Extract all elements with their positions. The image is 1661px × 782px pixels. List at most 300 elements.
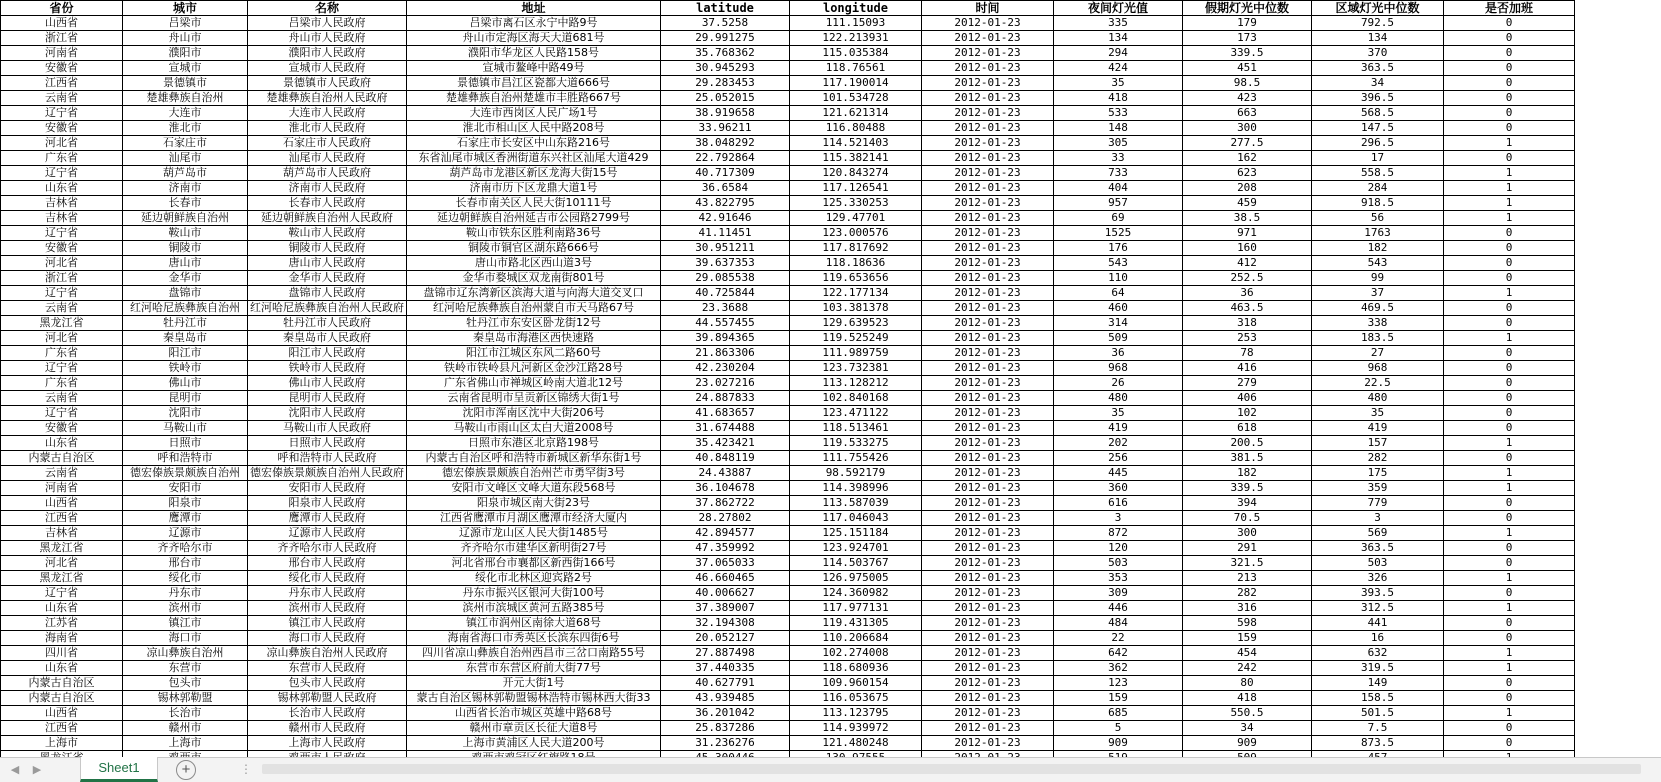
cell[interactable]: 38.919658 xyxy=(661,106,790,121)
cell[interactable]: 广东省 xyxy=(1,376,123,391)
cell[interactable]: 金华市婺城区双龙南街801号 xyxy=(407,271,661,286)
cell[interactable]: 480 xyxy=(1312,391,1444,406)
cell[interactable]: 123.732381 xyxy=(790,361,922,376)
cell[interactable]: 0 xyxy=(1444,616,1575,631)
cell[interactable]: 360 xyxy=(1054,481,1183,496)
cell[interactable]: 616 xyxy=(1054,496,1183,511)
cell[interactable]: 126.975005 xyxy=(790,571,922,586)
cell[interactable]: 葫芦岛市龙港区新区龙海大街15号 xyxy=(407,166,661,181)
cell[interactable]: 黑龙江省 xyxy=(1,541,123,556)
cell[interactable]: 80 xyxy=(1183,676,1312,691)
cell[interactable]: 175 xyxy=(1312,466,1444,481)
cell[interactable]: 182 xyxy=(1312,241,1444,256)
cell[interactable]: 金华市人民政府 xyxy=(248,271,407,286)
cell[interactable]: 2012-01-23 xyxy=(922,256,1054,271)
cell[interactable]: 359 xyxy=(1312,481,1444,496)
cell[interactable]: 23.3688 xyxy=(661,301,790,316)
cell[interactable]: 辽宁省 xyxy=(1,106,123,121)
cell[interactable]: 0 xyxy=(1444,586,1575,601)
cell[interactable]: 丹东市振兴区银河大街100号 xyxy=(407,586,661,601)
cell[interactable]: 0 xyxy=(1444,361,1575,376)
cell[interactable]: 河北省邢台市襄都区新西街166号 xyxy=(407,556,661,571)
cell[interactable]: 延边朝鲜族自治州 xyxy=(123,211,248,226)
cell[interactable]: 山东省 xyxy=(1,181,123,196)
cell[interactable]: 37 xyxy=(1312,286,1444,301)
cell[interactable]: 0 xyxy=(1444,736,1575,751)
cell[interactable]: 147.5 xyxy=(1312,121,1444,136)
cell[interactable]: 海口市 xyxy=(123,631,248,646)
cell[interactable]: 117.977131 xyxy=(790,601,922,616)
cell[interactable]: 长治市 xyxy=(123,706,248,721)
cell[interactable]: 盘锦市 xyxy=(123,286,248,301)
cell[interactable]: 176 xyxy=(1054,241,1183,256)
cell[interactable]: 赣州市人民政府 xyxy=(248,721,407,736)
cell[interactable]: 石家庄市 xyxy=(123,136,248,151)
cell[interactable]: 632 xyxy=(1312,646,1444,661)
cell[interactable]: 122.213931 xyxy=(790,31,922,46)
cell[interactable]: 2012-01-23 xyxy=(922,496,1054,511)
cell[interactable]: 35 xyxy=(1312,406,1444,421)
cell[interactable]: 铜陵市 xyxy=(123,241,248,256)
cell[interactable]: 3 xyxy=(1312,511,1444,526)
cell[interactable]: 马鞍山市雨山区太白大道2008号 xyxy=(407,421,661,436)
cell[interactable]: 鹰潭市人民政府 xyxy=(248,511,407,526)
cell[interactable]: 121.621314 xyxy=(790,106,922,121)
cell[interactable]: 景德镇市 xyxy=(123,76,248,91)
cell[interactable]: 2012-01-23 xyxy=(922,466,1054,481)
cell[interactable]: 延边朝鲜族自治州人民政府 xyxy=(248,211,407,226)
cell[interactable]: 109.960154 xyxy=(790,676,922,691)
cell[interactable]: 957 xyxy=(1054,196,1183,211)
cell[interactable]: 363.5 xyxy=(1312,61,1444,76)
cell[interactable]: 吕梁市人民政府 xyxy=(248,16,407,31)
cell[interactable]: 2012-01-23 xyxy=(922,511,1054,526)
cell[interactable]: 173 xyxy=(1183,31,1312,46)
cell[interactable]: 43.822795 xyxy=(661,196,790,211)
cell[interactable]: 阳泉市人民政府 xyxy=(248,496,407,511)
cell[interactable]: 22 xyxy=(1054,631,1183,646)
cell[interactable]: 安阳市人民政府 xyxy=(248,481,407,496)
cell[interactable]: 宣城市鳌峰中路49号 xyxy=(407,61,661,76)
cell[interactable]: 111.15093 xyxy=(790,16,922,31)
cell[interactable]: 111.989759 xyxy=(790,346,922,361)
cell[interactable]: 鞍山市铁东区胜利南路36号 xyxy=(407,226,661,241)
cell[interactable]: 318 xyxy=(1183,316,1312,331)
cell[interactable]: 294 xyxy=(1054,46,1183,61)
cell[interactable]: 26 xyxy=(1054,376,1183,391)
cell[interactable]: 424 xyxy=(1054,61,1183,76)
cell[interactable]: 2012-01-23 xyxy=(922,16,1054,31)
cell[interactable]: 338 xyxy=(1312,316,1444,331)
cell[interactable]: 41.11451 xyxy=(661,226,790,241)
sheet-tab-sheet1[interactable]: Sheet1 xyxy=(80,757,158,782)
cell[interactable]: 云南省 xyxy=(1,301,123,316)
cell[interactable]: 501.5 xyxy=(1312,706,1444,721)
cell[interactable]: 125.330253 xyxy=(790,196,922,211)
cell[interactable]: 968 xyxy=(1054,361,1183,376)
cell[interactable]: 113.123795 xyxy=(790,706,922,721)
horizontal-scrollbar[interactable] xyxy=(262,764,1641,774)
cell[interactable]: 东营市人民政府 xyxy=(248,661,407,676)
cell[interactable]: 2012-01-23 xyxy=(922,616,1054,631)
cell[interactable]: 1 xyxy=(1444,196,1575,211)
cell[interactable]: 日照市东港区北京路198号 xyxy=(407,436,661,451)
cell[interactable]: 辽宁省 xyxy=(1,226,123,241)
cell[interactable]: 山东省 xyxy=(1,661,123,676)
cell[interactable]: 296.5 xyxy=(1312,136,1444,151)
cell[interactable]: 德宏傣族景颇族自治州芒市勇罕街3号 xyxy=(407,466,661,481)
cell[interactable]: 2012-01-23 xyxy=(922,436,1054,451)
add-sheet-icon[interactable]: + xyxy=(176,760,196,780)
cell[interactable]: 山西省 xyxy=(1,496,123,511)
cell[interactable]: 0 xyxy=(1444,46,1575,61)
cell[interactable]: 四川省 xyxy=(1,646,123,661)
cell[interactable]: 0 xyxy=(1444,301,1575,316)
cell[interactable]: 34 xyxy=(1312,76,1444,91)
cell[interactable]: 119.431305 xyxy=(790,616,922,631)
cell[interactable]: 37.065033 xyxy=(661,556,790,571)
cell[interactable]: 111.755426 xyxy=(790,451,922,466)
cell[interactable]: 辽宁省 xyxy=(1,406,123,421)
cell[interactable]: 1 xyxy=(1444,211,1575,226)
cell[interactable]: 121.480248 xyxy=(790,736,922,751)
cell[interactable]: 321.5 xyxy=(1183,556,1312,571)
cell[interactable]: 河南省 xyxy=(1,481,123,496)
cell[interactable]: 0 xyxy=(1444,691,1575,706)
cell[interactable]: 山西省 xyxy=(1,706,123,721)
cell[interactable]: 0 xyxy=(1444,151,1575,166)
cell[interactable]: 103.381378 xyxy=(790,301,922,316)
cell[interactable]: 0 xyxy=(1444,271,1575,286)
cell[interactable]: 葫芦岛市人民政府 xyxy=(248,166,407,181)
cell[interactable]: 江西省 xyxy=(1,511,123,526)
cell[interactable]: 河南省 xyxy=(1,46,123,61)
cell[interactable]: 40.006627 xyxy=(661,586,790,601)
cell[interactable]: 25.052015 xyxy=(661,91,790,106)
cell[interactable]: 623 xyxy=(1183,166,1312,181)
cell[interactable]: 98.5 xyxy=(1183,76,1312,91)
cell[interactable]: 0 xyxy=(1444,106,1575,121)
cell[interactable]: 齐齐哈尔市人民政府 xyxy=(248,541,407,556)
cell[interactable]: 208 xyxy=(1183,181,1312,196)
cell[interactable]: 102.840168 xyxy=(790,391,922,406)
cell[interactable]: 1525 xyxy=(1054,226,1183,241)
cell[interactable]: 德宏傣族景颇族自治州人民政府 xyxy=(248,466,407,481)
cell[interactable]: 2012-01-23 xyxy=(922,691,1054,706)
cell[interactable]: 辽宁省 xyxy=(1,286,123,301)
cell[interactable]: 98.592179 xyxy=(790,466,922,481)
cell[interactable]: 38.048292 xyxy=(661,136,790,151)
cell[interactable]: 镇江市 xyxy=(123,616,248,631)
cell[interactable]: 114.939972 xyxy=(790,721,922,736)
cell[interactable]: 33.96211 xyxy=(661,121,790,136)
cell[interactable]: 0 xyxy=(1444,61,1575,76)
cell[interactable]: 114.521403 xyxy=(790,136,922,151)
cell[interactable]: 2012-01-23 xyxy=(922,481,1054,496)
cell[interactable]: 2012-01-23 xyxy=(922,451,1054,466)
cell[interactable]: 118.18636 xyxy=(790,256,922,271)
cell[interactable]: 1 xyxy=(1444,646,1575,661)
column-header[interactable]: 城市 xyxy=(123,1,248,16)
cell[interactable]: 海口市人民政府 xyxy=(248,631,407,646)
cell[interactable]: 119.653656 xyxy=(790,271,922,286)
cell[interactable]: 469.5 xyxy=(1312,301,1444,316)
cell[interactable]: 17 xyxy=(1312,151,1444,166)
cell[interactable]: 铜陵市人民政府 xyxy=(248,241,407,256)
cell[interactable]: 铜陵市铜官区湖东路666号 xyxy=(407,241,661,256)
cell[interactable]: 2012-01-23 xyxy=(922,91,1054,106)
cell[interactable]: 543 xyxy=(1312,256,1444,271)
cell[interactable]: 呼和浩特市 xyxy=(123,451,248,466)
cell[interactable]: 0 xyxy=(1444,721,1575,736)
cell[interactable]: 濮阳市 xyxy=(123,46,248,61)
cell[interactable]: 160 xyxy=(1183,241,1312,256)
cell[interactable]: 2012-01-23 xyxy=(922,301,1054,316)
cell[interactable]: 779 xyxy=(1312,496,1444,511)
cell[interactable]: 铁岭市 xyxy=(123,361,248,376)
cell[interactable]: 35.423421 xyxy=(661,436,790,451)
cell[interactable]: 2012-01-23 xyxy=(922,316,1054,331)
cell[interactable]: 31.236276 xyxy=(661,736,790,751)
cell[interactable]: 363.5 xyxy=(1312,541,1444,556)
cell[interactable]: 37.389007 xyxy=(661,601,790,616)
cell[interactable]: 335 xyxy=(1054,16,1183,31)
cell[interactable]: 江苏省 xyxy=(1,616,123,631)
cell[interactable]: 242 xyxy=(1183,661,1312,676)
cell[interactable]: 楚雄彝族自治州人民政府 xyxy=(248,91,407,106)
cell[interactable]: 46.660465 xyxy=(661,571,790,586)
cell[interactable]: 2012-01-23 xyxy=(922,346,1054,361)
cell[interactable]: 213 xyxy=(1183,571,1312,586)
cell[interactable]: 宣城市 xyxy=(123,61,248,76)
cell[interactable]: 齐齐哈尔市 xyxy=(123,541,248,556)
cell[interactable]: 27.887498 xyxy=(661,646,790,661)
cell[interactable]: 阳泉市城区南大街23号 xyxy=(407,496,661,511)
cell[interactable]: 484 xyxy=(1054,616,1183,631)
cell[interactable]: 江西省 xyxy=(1,721,123,736)
column-header[interactable]: 名称 xyxy=(248,1,407,16)
cell[interactable]: 1 xyxy=(1444,136,1575,151)
cell[interactable]: 543 xyxy=(1054,256,1183,271)
cell[interactable]: 533 xyxy=(1054,106,1183,121)
cell[interactable]: 济南市人民政府 xyxy=(248,181,407,196)
cell[interactable]: 长春市南关区人民大街10111号 xyxy=(407,196,661,211)
cell[interactable]: 202 xyxy=(1054,436,1183,451)
cell[interactable]: 内蒙古自治区呼和浩特市新城区新华东街1号 xyxy=(407,451,661,466)
cell[interactable]: 370 xyxy=(1312,46,1444,61)
cell[interactable]: 406 xyxy=(1183,391,1312,406)
cell[interactable]: 42.894577 xyxy=(661,526,790,541)
cell[interactable]: 淮北市 xyxy=(123,121,248,136)
cell[interactable]: 1 xyxy=(1444,466,1575,481)
cell[interactable]: 上海市 xyxy=(123,736,248,751)
cell[interactable]: 2012-01-23 xyxy=(922,526,1054,541)
column-header[interactable]: 地址 xyxy=(407,1,661,16)
cell[interactable]: 东省汕尾市城区香洲街道东兴社区汕尾大道429 xyxy=(407,151,661,166)
cell[interactable]: 2012-01-23 xyxy=(922,136,1054,151)
cell[interactable]: 汕尾市 xyxy=(123,151,248,166)
cell[interactable]: 148 xyxy=(1054,121,1183,136)
cell[interactable]: 德宏傣族景颇族自治州 xyxy=(123,466,248,481)
cell[interactable]: 253 xyxy=(1183,331,1312,346)
cell[interactable]: 393.5 xyxy=(1312,586,1444,601)
cell[interactable]: 楚雄彝族自治州 xyxy=(123,91,248,106)
cell[interactable]: 56 xyxy=(1312,211,1444,226)
cell[interactable]: 镇江市润州区南徐大道68号 xyxy=(407,616,661,631)
cell[interactable]: 吉林省 xyxy=(1,526,123,541)
cell[interactable]: 418 xyxy=(1054,91,1183,106)
cell[interactable]: 绥化市人民政府 xyxy=(248,571,407,586)
cell[interactable]: 江西省 xyxy=(1,76,123,91)
cell[interactable]: 滨州市滨城区黄河五路385号 xyxy=(407,601,661,616)
cell[interactable]: 浙江省 xyxy=(1,31,123,46)
cell[interactable]: 179 xyxy=(1183,16,1312,31)
cell[interactable]: 120 xyxy=(1054,541,1183,556)
cell[interactable]: 秦皇岛市人民政府 xyxy=(248,331,407,346)
cell[interactable]: 云南省昆明市呈贡新区锦绣大街1号 xyxy=(407,391,661,406)
cell[interactable]: 158.5 xyxy=(1312,691,1444,706)
cell[interactable]: 滨州市人民政府 xyxy=(248,601,407,616)
cell[interactable]: 阳江市人民政府 xyxy=(248,346,407,361)
cell[interactable]: 119.525249 xyxy=(790,331,922,346)
cell[interactable]: 邢台市人民政府 xyxy=(248,556,407,571)
cell[interactable]: 30.945293 xyxy=(661,61,790,76)
cell[interactable]: 0 xyxy=(1444,421,1575,436)
cell[interactable]: 70.5 xyxy=(1183,511,1312,526)
cell[interactable]: 69 xyxy=(1054,211,1183,226)
cell[interactable]: 绥化市北林区迎宾路2号 xyxy=(407,571,661,586)
cell[interactable]: 445 xyxy=(1054,466,1183,481)
cell[interactable]: 459 xyxy=(1183,196,1312,211)
cell[interactable]: 2012-01-23 xyxy=(922,721,1054,736)
cell[interactable]: 2012-01-23 xyxy=(922,106,1054,121)
cell[interactable]: 1 xyxy=(1444,571,1575,586)
cell[interactable]: 37.5258 xyxy=(661,16,790,31)
cell[interactable]: 37.440335 xyxy=(661,661,790,676)
cell[interactable]: 27 xyxy=(1312,346,1444,361)
cell[interactable]: 339.5 xyxy=(1183,481,1312,496)
cell[interactable]: 36.6584 xyxy=(661,181,790,196)
cell[interactable]: 0 xyxy=(1444,631,1575,646)
cell[interactable]: 牡丹江市人民政府 xyxy=(248,316,407,331)
cell[interactable]: 115.035384 xyxy=(790,46,922,61)
cell[interactable]: 339.5 xyxy=(1183,46,1312,61)
cell[interactable]: 河北省 xyxy=(1,136,123,151)
cell[interactable]: 47.359992 xyxy=(661,541,790,556)
cell[interactable]: 辽宁省 xyxy=(1,166,123,181)
cell[interactable]: 黑龙江省 xyxy=(1,316,123,331)
cell[interactable]: 石家庄市人民政府 xyxy=(248,136,407,151)
cell[interactable]: 0 xyxy=(1444,496,1575,511)
cell[interactable]: 118.513461 xyxy=(790,421,922,436)
cell[interactable]: 济南市历下区龙鼎大道1号 xyxy=(407,181,661,196)
cell[interactable]: 41.683657 xyxy=(661,406,790,421)
cell[interactable]: 日照市 xyxy=(123,436,248,451)
cell[interactable]: 大连市 xyxy=(123,106,248,121)
cell[interactable]: 394 xyxy=(1183,496,1312,511)
column-header[interactable]: 是否加班 xyxy=(1444,1,1575,16)
cell[interactable]: 河北省 xyxy=(1,256,123,271)
cell[interactable]: 24.887833 xyxy=(661,391,790,406)
cell[interactable]: 40.725844 xyxy=(661,286,790,301)
cell[interactable]: 125.151184 xyxy=(790,526,922,541)
cell[interactable]: 110 xyxy=(1054,271,1183,286)
cell[interactable]: 2012-01-23 xyxy=(922,631,1054,646)
cell[interactable]: 120.843274 xyxy=(790,166,922,181)
cell[interactable]: 大连市人民政府 xyxy=(248,106,407,121)
cell[interactable]: 舟山市定海区海天大道681号 xyxy=(407,31,661,46)
cell[interactable]: 20.052127 xyxy=(661,631,790,646)
cell[interactable]: 开元大街1号 xyxy=(407,676,661,691)
cell[interactable]: 0 xyxy=(1444,226,1575,241)
cell[interactable]: 云南省 xyxy=(1,91,123,106)
cell[interactable]: 39.894365 xyxy=(661,331,790,346)
cell[interactable]: 楚雄彝族自治州楚雄市丰胜路667号 xyxy=(407,91,661,106)
cell[interactable]: 2012-01-23 xyxy=(922,271,1054,286)
cell[interactable]: 252.5 xyxy=(1183,271,1312,286)
cell[interactable]: 0 xyxy=(1444,406,1575,421)
cell[interactable]: 2012-01-23 xyxy=(922,376,1054,391)
cell[interactable]: 2012-01-23 xyxy=(922,646,1054,661)
cell[interactable]: 2012-01-23 xyxy=(922,676,1054,691)
cell[interactable]: 牡丹江市东安区卧龙街12号 xyxy=(407,316,661,331)
cell[interactable]: 618 xyxy=(1183,421,1312,436)
column-header[interactable]: latitude xyxy=(661,1,790,16)
cell[interactable]: 873.5 xyxy=(1312,736,1444,751)
cell[interactable]: 石家庄市长安区中山东路216号 xyxy=(407,136,661,151)
cell[interactable]: 509 xyxy=(1054,331,1183,346)
cell[interactable]: 包头市 xyxy=(123,676,248,691)
cell[interactable]: 0 xyxy=(1444,541,1575,556)
cell[interactable]: 上海市人民政府 xyxy=(248,736,407,751)
cell[interactable]: 36.201042 xyxy=(661,706,790,721)
column-header[interactable]: longitude xyxy=(790,1,922,16)
cell[interactable]: 2012-01-23 xyxy=(922,46,1054,61)
cell[interactable]: 22.792864 xyxy=(661,151,790,166)
cell[interactable]: 418 xyxy=(1183,691,1312,706)
cell[interactable]: 1 xyxy=(1444,331,1575,346)
cell[interactable]: 赣州市章贡区长征大道8号 xyxy=(407,721,661,736)
cell[interactable]: 2012-01-23 xyxy=(922,331,1054,346)
cell[interactable]: 381.5 xyxy=(1183,451,1312,466)
cell[interactable]: 117.126541 xyxy=(790,181,922,196)
cell[interactable]: 119.533275 xyxy=(790,436,922,451)
cell[interactable]: 102.274008 xyxy=(790,646,922,661)
cell[interactable]: 齐齐哈尔市建华区新明街27号 xyxy=(407,541,661,556)
cell[interactable]: 0 xyxy=(1444,376,1575,391)
cell[interactable]: 16 xyxy=(1312,631,1444,646)
cell[interactable]: 大连市西岗区人民广场1号 xyxy=(407,106,661,121)
cell[interactable]: 44.557455 xyxy=(661,316,790,331)
cell[interactable]: 2012-01-23 xyxy=(922,151,1054,166)
cell[interactable]: 115.382141 xyxy=(790,151,922,166)
cell[interactable]: 159 xyxy=(1054,691,1183,706)
cell[interactable]: 昆明市人民政府 xyxy=(248,391,407,406)
cell[interactable]: 282 xyxy=(1312,451,1444,466)
cell[interactable]: 四川省凉山彝族自治州西昌市三岔口南路55号 xyxy=(407,646,661,661)
cell[interactable]: 阳泉市 xyxy=(123,496,248,511)
cell[interactable]: 马鞍山市 xyxy=(123,421,248,436)
cell[interactable]: 314 xyxy=(1054,316,1183,331)
cell[interactable]: 0 xyxy=(1444,316,1575,331)
cell[interactable]: 云南省 xyxy=(1,391,123,406)
cell[interactable]: 114.398996 xyxy=(790,481,922,496)
cell[interactable]: 123 xyxy=(1054,676,1183,691)
cell[interactable]: 鞍山市人民政府 xyxy=(248,226,407,241)
cell[interactable]: 42.230204 xyxy=(661,361,790,376)
cell[interactable]: 569 xyxy=(1312,526,1444,541)
cell[interactable]: 滨州市 xyxy=(123,601,248,616)
